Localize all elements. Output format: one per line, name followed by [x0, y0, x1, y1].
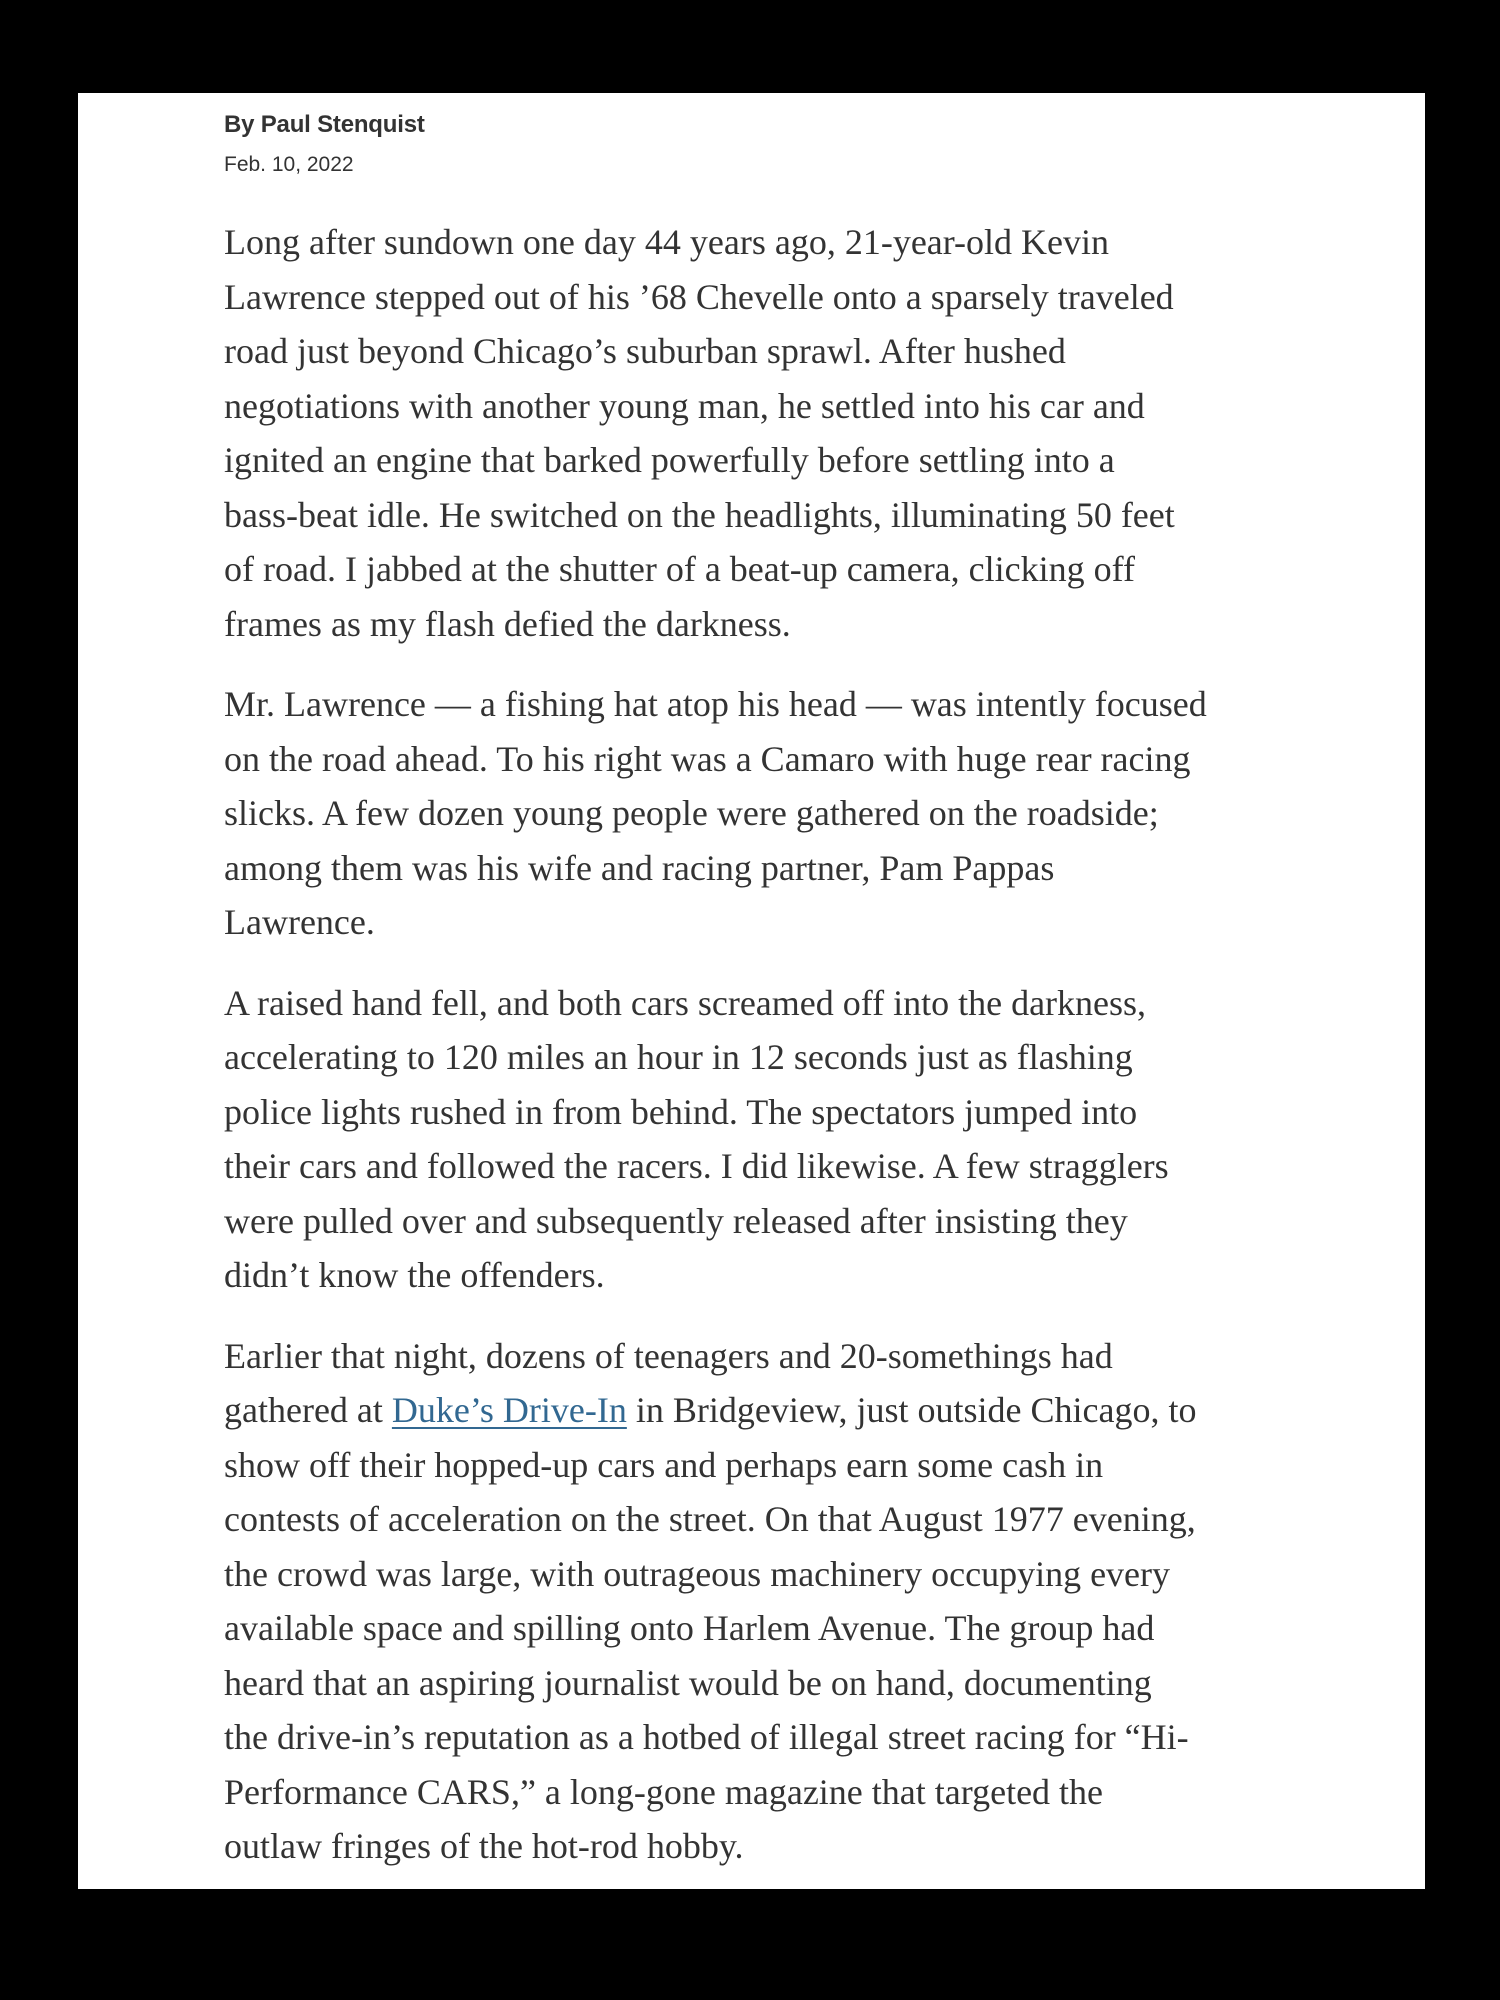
paragraph-line: bass-beat idle. He switched on the headlights, illuminating 50 feet — [224, 494, 1175, 535]
paragraph-2 — [224, 677, 1364, 950]
paragraph-line: frames as my flash defied the darkness. — [224, 603, 791, 644]
paragraph-1 — [224, 215, 1364, 651]
paragraph-line: Lawrence. — [224, 902, 375, 942]
paragraph-line: Earlier that night, dozens of teenagers and 20-somethings had — [224, 1335, 1113, 1376]
paragraph-line: Mr. Lawrence — a fishing hat atop his head — was intently focused — [224, 684, 1207, 724]
article-body — [224, 215, 1364, 1900]
paragraph-line: the crowd was large, with outrageous machinery occupying every — [224, 1553, 1171, 1594]
paragraph-3 — [224, 976, 1364, 1303]
paragraph-line — [224, 1383, 1364, 1438]
paragraph-line: show off their hopped-up cars and perhaps earn some cash in — [224, 1444, 1104, 1485]
paragraph-line: of road. I jabbed at the shutter of a beat-up camera, clicking off — [224, 549, 1135, 589]
byline: By Paul Stenquist — [224, 111, 425, 138]
paragraph-line: contests of acceleration on the street. On that August 1977 evening, — [224, 1499, 1196, 1539]
paragraph-line: slicks. A few dozen young people were gathered on the roadside; — [224, 793, 1159, 833]
paragraph-line: their cars and followed the racers. I did likewise. A few stragglers — [224, 1146, 1169, 1186]
paragraph-line: on the road ahead. To his right was a Camaro with huge rear racing — [224, 738, 1191, 779]
paragraph-line: road just beyond Chicago’s suburban sprawl. After hushed — [224, 331, 1066, 371]
paragraph-line: were pulled over and subsequently released after insisting they — [224, 1200, 1128, 1241]
text-after-link: in Bridgeview, just outside Chicago, to — [626, 1390, 1197, 1430]
paragraph-line: didn’t know the offenders. — [224, 1255, 605, 1295]
paragraph-4 — [224, 1329, 1364, 1874]
paragraph-line: Long after sundown one day 44 years ago, 21-year-old Kevin — [224, 222, 1110, 262]
paragraph-line: police lights rushed in from behind. The spectators jumped into — [224, 1091, 1138, 1132]
paragraph-line: available space and spilling onto Harlem Avenue. The group had — [224, 1608, 1155, 1648]
paragraph-line: Performance CARS,” a long-gone magazine that targeted the — [224, 1771, 1104, 1812]
text-before-link: gathered at — [224, 1390, 392, 1430]
paragraph-line: heard that an aspiring journalist would be on hand, documenting — [224, 1662, 1152, 1703]
paragraph-line: Lawrence stepped out of his ’68 Chevelle onto a sparsely traveled — [224, 276, 1174, 317]
paragraph-line: A raised hand fell, and both cars screamed off into the darkness, — [224, 982, 1147, 1023]
article-page — [78, 93, 1425, 1889]
paragraph-line: among them was his wife and racing partner, Pam Pappas — [224, 847, 1055, 888]
paragraph-line: ignited an engine that barked powerfully before settling into a — [224, 440, 1115, 480]
paragraph-line: outlaw fringes of the hot-rod hobby. — [224, 1826, 744, 1866]
dukes-drive-in-link[interactable]: Duke’s Drive-In — [391, 1390, 627, 1430]
paragraph-line: accelerating to 120 miles an hour in 12 seconds just as flashing — [224, 1037, 1133, 1077]
paragraph-line: the drive-in’s reputation as a hotbed of illegal street racing for “Hi- — [224, 1717, 1189, 1757]
publish-date: Feb. 10, 2022 — [224, 153, 354, 176]
paragraph-line: negotiations with another young man, he settled into his car and — [224, 385, 1145, 426]
